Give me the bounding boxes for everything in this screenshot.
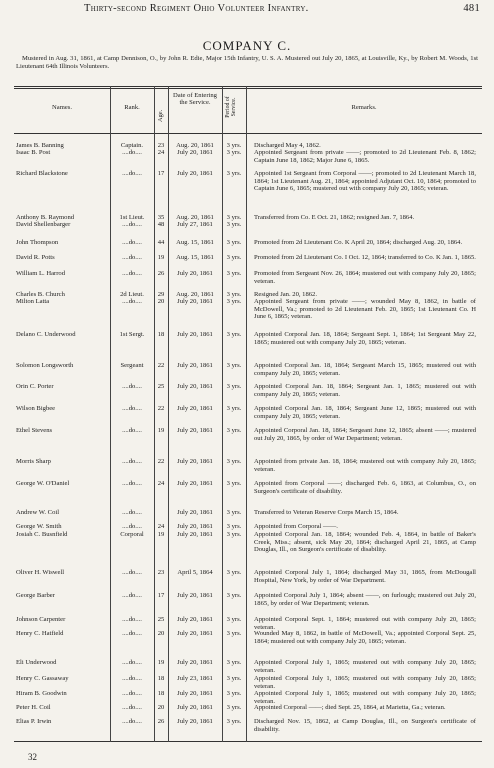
row-period: 3 yrs. [226,523,242,530]
row-age: 48 [157,221,165,228]
row-rank: ....do.... [122,592,142,599]
row-rank: 1st Sergt. [119,331,145,338]
row-name: Oliver H. Wiswell [16,569,65,576]
row-name: Elias P. Irwin [16,718,52,725]
row-date: July 20, 1861 [177,298,213,305]
row-age: 19 [157,427,165,434]
row-name: Orin C. Porter [16,383,54,390]
row-period: 3 yrs. [226,616,242,623]
row-remarks: Appointed Corporal Jan. 18, 1864; Sergeant Sept. 1, 1864; 1st Sergeant May 22, 1865; mustered out with company July 20, 1865; veteran. [254,331,476,346]
row-period: 3 yrs. [226,254,242,261]
row-age: 19 [157,659,165,666]
row-rank: ....do.... [122,270,142,277]
row-date: July 20, 1861 [177,509,213,516]
column-divider [246,86,247,742]
row-date: July 20, 1861 [177,362,213,369]
header-bottom-rule [14,133,482,134]
row-date: July 20, 1861 [177,458,213,465]
header-date: Date of Entering the Service. [173,92,217,107]
row-period: 3 yrs. [226,221,242,228]
row-period: 3 yrs. [226,142,242,149]
row-date: July 23, 1861 [177,675,213,682]
row-date: Aug. 20, 1861 [176,291,214,298]
row-rank: ....do.... [122,405,142,412]
row-date: July 20, 1861 [177,659,213,666]
row-remarks: Appointed 1st Sergeant from Corporal ——; promoted to 2d Lieutenant March 18, 1864; 1st Lieutenant Aug. 21, 1864; appointed Adjutant Oct. 10, 1864; promoted to Captain June 6, 1865; mustered out with company July 20, 1865; veteran. [254,170,476,192]
row-remarks: Appointed Corporal July 1, 1865; mustered out with company July 20, 1865; veteran. [254,690,476,705]
row-age: 23 [157,569,165,576]
row-date: Aug. 20, 1861 [176,142,214,149]
row-name: George W. Smith [16,523,62,530]
row-rank: ....do.... [122,458,142,465]
column-divider [222,86,223,742]
row-remarks: Transferred from Co. E Oct. 21, 1862; resigned Jan. 7, 1864. [254,214,415,221]
row-age: 17 [157,592,165,599]
row-age: 20 [157,298,165,305]
row-rank: ....do.... [122,427,142,434]
row-rank: ....do.... [122,659,142,666]
row-rank: ....do.... [122,298,142,305]
row-name: Josiah C. Busnfield [16,531,68,538]
header-rank: Rank. [124,104,140,111]
row-name: Henry C. Hatfield [16,630,64,637]
row-rank: Sergeant [120,362,144,369]
header-period: Period of Service. [225,96,238,118]
row-age: 24 [157,523,165,530]
row-remarks: Appointed Corporal July 1, 1864; absent ——, on furlough; mustered out July 20, 1865, by order of War Department; veteran. [254,592,476,607]
row-remarks: Appointed Corporal July 1, 1865; mustered out with company July 20, 1865; veteran. [254,675,476,690]
row-date: July 27, 1861 [177,221,213,228]
row-remarks: Appointed Corporal Jan. 18, 1864; Sergeant June 12, 1865; mustered out with company July 20, 1865; veteran. [254,405,476,420]
row-period: 3 yrs. [226,458,242,465]
row-period: 3 yrs. [226,298,242,305]
row-age: 25 [157,383,165,390]
row-age: 23 [157,142,165,149]
row-name: Peter H. Coil [16,704,51,711]
row-name: Anthony B. Raymond [16,214,75,221]
row-age: 22 [157,405,165,412]
row-date: Aug. 15, 1861 [176,239,214,246]
row-remarks: Promoted from Sergeant Nov. 26, 1864; mustered out with company July 20, 1865; veteran. [254,270,476,285]
row-date: July 20, 1861 [177,480,213,487]
row-period: 3 yrs. [226,675,242,682]
row-period: 3 yrs. [226,362,242,369]
row-date: July 20, 1861 [177,592,213,599]
row-age: 26 [157,270,165,277]
row-name: Johnson Carpenter [16,616,66,623]
row-remarks: Discharged Nov. 15, 1862, at Camp Douglas, Ill., on Surgeon's certificate of disability. [254,718,476,733]
row-age: 35 [157,214,165,221]
table-top-rule [14,86,482,89]
row-rank: ....do.... [122,523,142,530]
row-date: July 20, 1861 [177,170,213,177]
row-date: Aug. 20, 1861 [176,214,214,221]
row-rank: ....do.... [122,170,142,177]
row-name: Isaac B. Post [16,149,51,156]
row-rank: ....do.... [122,569,142,576]
company-title: COMPANY C. [202,38,292,53]
row-remarks: Appointed Corporal July 1, 1864; discharged May 31, 1865, from McDougall Hospital, New York, by order of War Department. [254,569,476,584]
row-remarks: Wounded May 8, 1862, in battle of McDowell, Va.; appointed Corporal Sept. 25, 1864; mustered out with company July 20, 1865; veteran. [254,630,476,645]
row-name: Eli Underwood [16,659,57,666]
row-period: 3 yrs. [226,239,242,246]
row-name: James B. Banning [16,142,64,149]
row-period: 3 yrs. [226,270,242,277]
row-name: Richard Blackstone [16,170,68,177]
row-date: July 20, 1861 [177,630,213,637]
row-remarks: Appointed from Corporal ——. [254,523,338,530]
row-name: Hiram B. Goodwin [16,690,67,697]
row-rank: ....do.... [122,630,142,637]
row-age: 18 [157,690,165,697]
row-rank: ....do.... [122,718,142,725]
row-age: 20 [157,630,165,637]
row-rank: ....do.... [122,254,142,261]
row-period: 3 yrs. [226,149,242,156]
row-name: Solomon Longsworth [16,362,74,369]
row-name: George W. O'Daniel [16,480,70,487]
row-period: 3 yrs. [226,383,242,390]
row-date: July 20, 1861 [177,718,213,725]
row-name: Delano C. Underwood [16,331,76,338]
row-period: 3 yrs. [226,569,242,576]
row-remarks: Appointed Corporal ——; died Sept. 25, 1864, at Marietta, Ga.; veteran. [254,704,446,711]
row-name: Charles B. Church [16,291,65,298]
row-remarks: Appointed from Corporal ——; discharged Feb. 6, 1863, at Columbus, O., on Surgeon's certificate of disability. [254,480,476,495]
row-remarks: Appointed Sergeant from private ——; wounded May 8, 1862, in battle of McDowell, Va.; promoted to 2d Lieutenant Feb. 20, 1865; 1st Lieutenant Co. H June 6, 1865; veteran. [254,298,476,320]
row-age: 18 [157,331,165,338]
page-number: 481 [463,3,480,14]
row-remarks: Promoted from 2d Lieutenant Co. K April 20, 1864; discharged Aug. 20, 1864. [254,239,463,246]
row-remarks: Transferred to Veteran Reserve Corps March 15, 1864. [254,509,399,516]
row-rank: 2d Lieut. [120,291,144,298]
row-age: 24 [157,149,165,156]
row-period: 3 yrs. [226,331,242,338]
row-period: 3 yrs. [226,170,242,177]
row-period: 3 yrs. [226,690,242,697]
row-date: July 20, 1861 [177,149,213,156]
row-age: 22 [157,458,165,465]
row-name: Morris Sharp [16,458,51,465]
row-age: 29 [157,291,165,298]
row-name: Ethel Stevens [16,427,53,434]
row-period: 3 yrs. [226,405,242,412]
row-date: July 20, 1861 [177,523,213,530]
row-date: July 20, 1861 [177,616,213,623]
row-remarks: Appointed from private Jan. 18, 1864; mustered out with company July 20, 1865; veteran. [254,458,476,473]
row-remarks: Promoted from 2d Lieutenant Co. I Oct. 12, 1864; transferred to Co. K Jan. 1, 1865. [254,254,476,261]
row-date: April 5, 1864 [177,569,213,576]
row-date: July 20, 1861 [177,704,213,711]
row-period: 3 yrs. [226,704,242,711]
column-divider [154,86,155,742]
header-remarks: Remarks. [351,104,377,111]
row-rank: ....do.... [122,480,142,487]
row-remarks: Appointed Corporal Jan. 18, 1864; Sergeant June 12, 1865; absent ——; mustered out July 20, 1865, by order of War Department; veteran. [254,427,476,442]
row-period: 3 yrs. [226,214,242,221]
row-rank: 1st Lieut. [119,214,145,221]
row-name: David Shellenbarger [16,221,71,228]
row-date: July 20, 1861 [177,405,213,412]
row-period: 3 yrs. [226,659,242,666]
row-name: Milton Latta [16,298,50,305]
row-remarks: Appointed Corporal July 1, 1865; mustered out with company July 20, 1865; veteran. [254,659,476,674]
row-rank: ....do.... [122,239,142,246]
row-period: 3 yrs. [226,531,242,538]
row-remarks: Appointed Corporal Jan. 18, 1864; Sergeant Jan. 1, 1865; mustered out with company July 20, 1865; veteran. [254,383,476,398]
row-age: 44 [157,239,165,246]
row-period: 3 yrs. [226,291,242,298]
running-head-title: Thirty-second Regiment Ohio Volunteer Infantry. [84,3,309,14]
row-date: Aug. 15, 1861 [176,254,214,261]
row-age: 26 [157,718,165,725]
signature-mark: 32 [28,752,37,762]
column-divider [168,86,169,742]
row-rank: ....do.... [122,221,142,228]
row-rank: ....do.... [122,675,142,682]
row-rank: Corporal [120,531,144,538]
row-name: John Thompson [16,239,59,246]
muster-note: Mustered in Aug. 31, 1861, at Camp Dennison, O., by John R. Edie, Major 15th Infantry, U. S. A. Mustered out July 20, 1865, at Louisville, Ky., by Robert M. Woods, 1st Lieutenant 64th Illinois Volunteers. [16,55,478,71]
row-rank: ....do.... [122,149,142,156]
row-age: 18 [157,675,165,682]
row-remarks: Discharged May 4, 1862. [254,142,321,149]
row-name: Henry C. Gassaway [16,675,69,682]
row-date: July 20, 1861 [177,331,213,338]
row-period: 3 yrs. [226,427,242,434]
row-period: 3 yrs. [226,509,242,516]
row-remarks: Appointed Corporal Jan. 18, 1864; wounded Feb. 4, 1864, in battle of Baker's Creek, Miss.; absent, sick May 20, 1864; discharged April 21, 1865, at Camp Douglas, Ill., on Surgeon's certificate of disability. [254,531,476,553]
row-age: 19 [157,531,165,538]
row-remarks: Resigned Jan. 20, 1862. [254,291,318,298]
row-name: Andrew W. Coil [16,509,60,516]
column-divider [110,86,111,742]
row-period: 3 yrs. [226,592,242,599]
row-name: Wilson Bigbee [16,405,56,412]
row-rank: Captain. [120,142,144,149]
row-name: William L. Harrod [16,270,65,277]
row-rank: ....do.... [122,704,142,711]
row-name: David R. Potts [16,254,55,261]
row-rank: ....do.... [122,509,142,516]
row-date: July 20, 1861 [177,383,213,390]
row-age: 17 [157,170,165,177]
row-age: 19 [157,254,165,261]
row-period: 3 yrs. [226,718,242,725]
row-name: George Barber [16,592,55,599]
header-names: Names. [52,104,72,111]
row-date: July 20, 1861 [177,531,213,538]
table-bottom-rule [14,741,482,742]
row-age: 24 [157,480,165,487]
row-remarks: Appointed Corporal Sept. 1, 1864; mustered out with company July 20, 1865; veteran. [254,616,476,631]
row-rank: ....do.... [122,690,142,697]
row-rank: ....do.... [122,383,142,390]
row-period: 3 yrs. [226,480,242,487]
row-remarks: Appointed Sergeant from private ——; promoted to 2d Lieutenant Feb. 8, 1862; Captain June 18, 1862; Major June 6, 1865. [254,149,476,164]
row-rank: ....do.... [122,616,142,623]
roster-table [14,86,482,742]
row-date: July 20, 1861 [177,690,213,697]
row-date: July 20, 1861 [177,427,213,434]
row-remarks: Appointed Corporal Jan. 18, 1864; Sergeant March 15, 1865; mustered out with company July 20, 1865; veteran. [254,362,476,377]
row-age: 20 [157,704,165,711]
header-age: Age. [157,109,164,122]
running-head [14,3,480,17]
row-date: July 20, 1861 [177,270,213,277]
row-age: 25 [157,616,165,623]
row-period: 3 yrs. [226,630,242,637]
row-age: 22 [157,362,165,369]
